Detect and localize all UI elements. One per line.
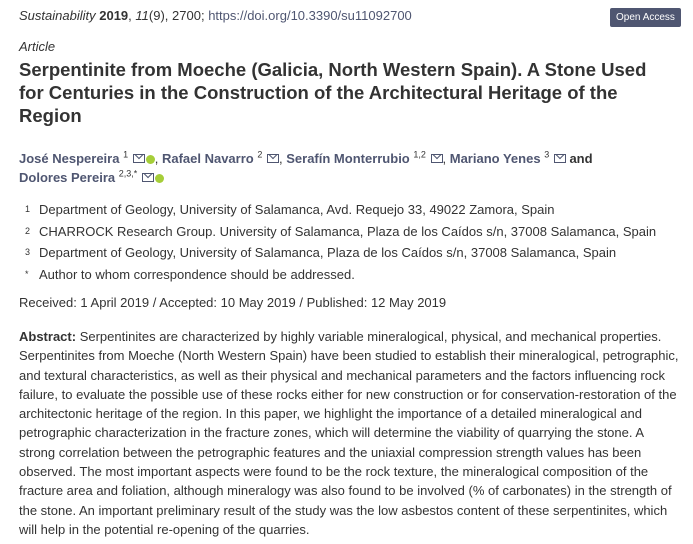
author-affil-sup: 3 — [544, 149, 550, 160]
open-access-badge[interactable]: Open Access — [610, 8, 681, 27]
affiliation-item — [25, 224, 675, 246]
author-affil-sup: 2,3,* — [118, 168, 138, 179]
mail-icon[interactable] — [133, 154, 145, 163]
orcid-icon[interactable] — [155, 174, 164, 183]
mail-icon[interactable] — [142, 173, 154, 182]
author-affil-sup: 2 — [257, 149, 263, 160]
mail-icon[interactable] — [554, 154, 566, 163]
mail-icon[interactable] — [267, 154, 279, 163]
article-title: Serpentinite from Moeche (Galicia, North Western Spain). A Stone Used for Centuries in the Construction of the Architectural Heritage of the Region — [19, 59, 647, 126]
author-name[interactable]: José Nespereira — [19, 151, 120, 166]
mail-icon[interactable] — [431, 154, 443, 163]
affiliations — [25, 202, 675, 288]
abstract-label: Abstract: — [19, 329, 77, 344]
author-name[interactable]: Dolores Pereira — [19, 170, 116, 185]
affiliation-text: Department of Geology, University of Salamanca, Plaza de los Caídos s/n, 37008 Salamanca, Spain — [39, 245, 617, 260]
affiliation-item — [25, 267, 675, 289]
abstract-text: Serpentinites are characterized by highly variable mineralogical, physical, and mechanical properties. Serpentinites from Moeche (North Western Spain) have been studied to establish their mineralogical, petrographic, and textural characteristics, as well as their physical and mechanical parameters and the factors influencing rock failure, to evaluate the possible use of these rocks either for new construction or for conservation-restoration of the architectonic heritage of the region. In this paper, we highlight the importance of a detailed mineralogical and petrographic characterization in the fracture zones, which will determine the viability of quarrying the stone. A strong correlation between the petrographic features and the uniaxial compression strength values has been observed. The most important aspects were found to be the rock texture, the mineralogical composition of the fracture area and foliation, although mineralogy was also found to be involved (% of carbonates) in the strength of the stone. An important preliminary result of the study was the low asbestos content of these serpentinites, which will help in the potential re-opening of the quarries. — [19, 329, 679, 537]
author-name[interactable]: Rafael Navarro — [161, 151, 254, 166]
author-affil-sup: 1 — [123, 149, 129, 160]
doi-link[interactable]: https://doi.org/10.3390/su11092700 — [208, 8, 412, 23]
author-list: José Nespereira $^1$ , Rafael Navarro $^2$ , Serafín Monterrubio $^{1,2}$ , Mariano Yenes $^3$ and Dolores Pereira $^{2,3,*}$ — [19, 149, 593, 185]
author-name[interactable]: Mariano Yenes — [449, 151, 541, 166]
affiliation-text: CHARROCK Research Group. University of Salamanca, Plaza de los Caídos s/n, 37008 Salamanca, Spain — [39, 223, 657, 239]
publication-dates: Received: 1 April 2019 / Accepted: 10 May 2019 / Published: 12 May 2019 — [19, 295, 447, 310]
citation-year: 2019 — [99, 8, 129, 23]
article-type: Article — [19, 39, 56, 54]
citation-line: Sustainability 2019, 11(9), 2700; https://doi.org/10.3390/su11092700 — [19, 8, 412, 23]
orcid-icon[interactable] — [146, 155, 155, 164]
author-affil-sup: 1,2 — [413, 149, 426, 160]
affiliation-text: Department of Geology, University of Salamanca, Avd. Requejo 33, 49022 Zamora, Spain — [39, 202, 555, 217]
citation-volume: 11 — [135, 8, 149, 23]
author-name[interactable]: Serafín Monterrubio — [286, 151, 410, 166]
affiliation-number: 3 — [25, 247, 31, 257]
and-word: and — [569, 151, 593, 166]
abstract — [19, 327, 679, 539]
affiliation-item — [25, 202, 675, 224]
citation-issue-pages: (9), 2700; — [148, 8, 205, 23]
affiliation-item — [25, 245, 675, 267]
journal-name: Sustainability — [19, 8, 96, 23]
affiliation-text: Author to whom correspondence should be addressed. — [39, 266, 355, 282]
affiliation-number: 1 — [25, 204, 31, 214]
affiliation-number: * — [25, 268, 29, 279]
affiliation-number: 2 — [25, 225, 31, 236]
